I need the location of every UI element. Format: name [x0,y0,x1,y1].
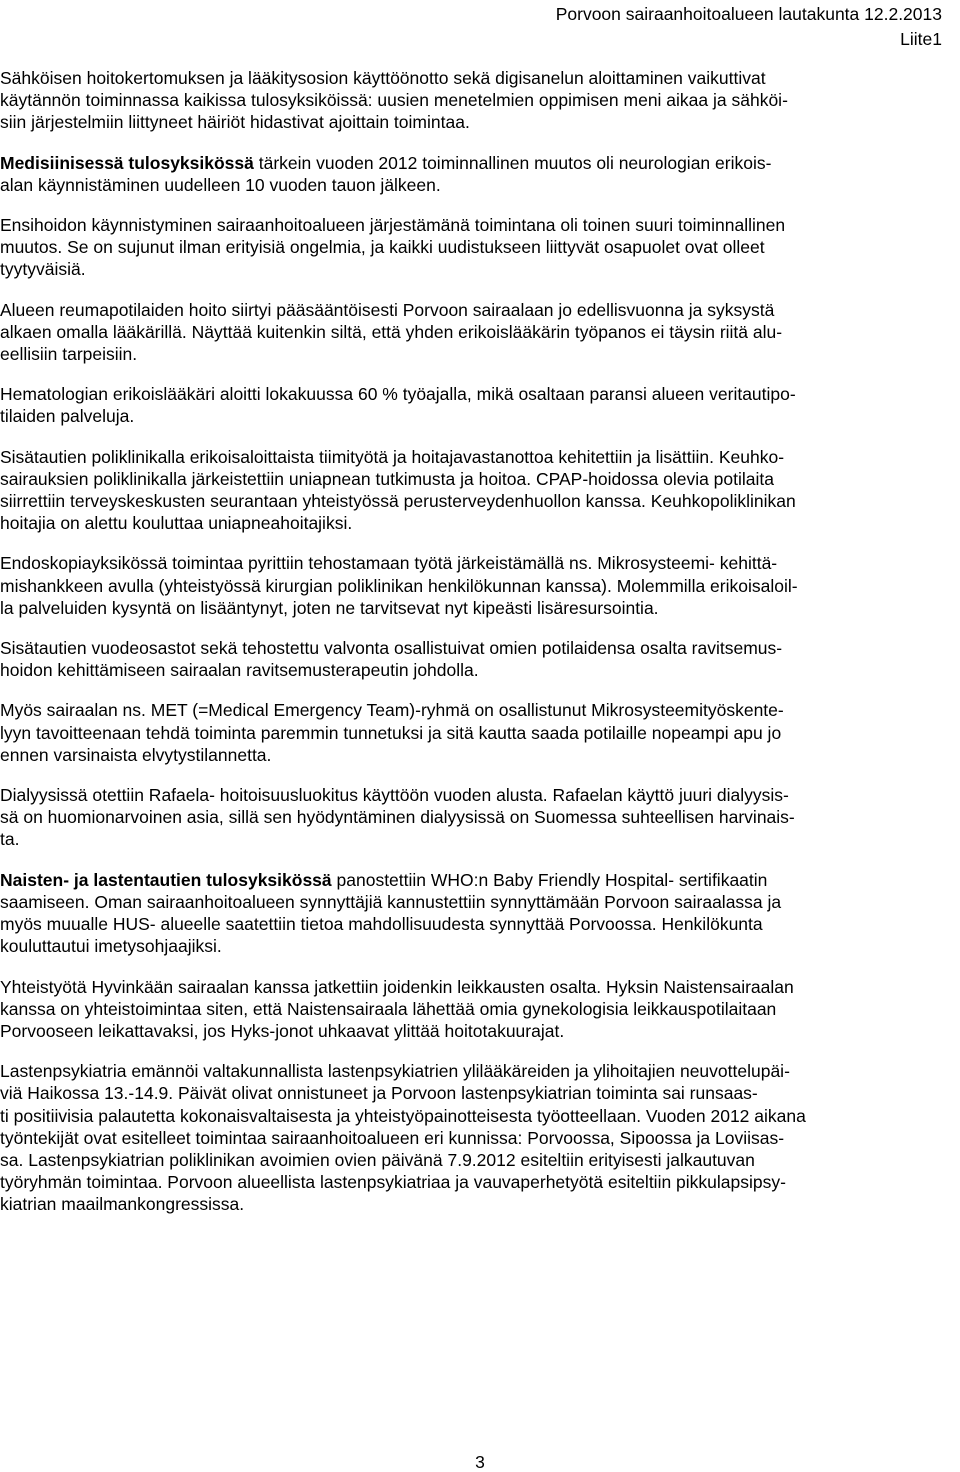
paragraph-text: Endoskopiayksikössä toimintaa pyrittiin tehostamaan työtä järkeistämällä ns. Mikrosysteemi- kehittä- mishankkeen avulla (yhteistyössä kirurgian poliklinikan henkilökunnan kanssa). Molemmilla erikoisaloil- la palveluiden kysyntä on lisääntynyt, joten ne tarvitsevat nyt kipeästi lisäresursointia. [0,553,798,618]
paragraph [0,1060,952,1215]
paragraph-text: Sisätautien vuodeosastot sekä tehostettu valvonta osallistuivat omien potilaidensa osalta ravitsemus- hoidon kehittämiseen sairaalan ravitsemusterapeutin johdolla. [0,638,783,681]
document-body [0,67,952,1234]
paragraph [0,869,952,958]
paragraph-text: Hematologian erikoislääkäri aloitti lokakuussa 60 % työajalla, mikä osaltaan paransi alueen veritautipo- tilaiden palveluja. [0,384,796,427]
paragraph-text: Sisätautien poliklinikalla erikoisaloittaista tiimityötä ja hoitajavastanottoa kehitettiin ja lisättiin. Keuhko- sairauksien poliklinikalla järkeistettiin uniapnean tutkimusta ja hoitoa. CPAP-hoidossa olevia potilaita siirrettiin terveyskeskusten seurantaan yhteistyössä perusterveydenhuollon kanssa. Keuhkopoliklinikan hoitajia on alettu kouluttaa uniapneahoitajiksi. [0,446,796,534]
header-attachment-label: Liite1 [900,29,942,49]
page-number: 3 [475,1452,485,1472]
paragraph [0,214,952,281]
paragraph-text: panostettiin WHO:n Baby Friendly Hospital- sertifikaatin saamiseen. Oman sairaanhoitoalueen synnyttäjiä kannustettiin synnyttämään Porvoon sairaalassa ja myös muualle HUS- alueelle saatettiin tietoa mahdollisuudesta synnyttää Porvoossa. Henkilökunta kouluttautui imetysohjaajiksi. [0,869,782,957]
paragraph [0,976,952,1043]
paragraph-lead: Naisten- ja lastentautien tulosyksikössä [0,869,332,890]
paragraph-text: Yhteistyötä Hyvinkään sairaalan kanssa jatkettiin joidenkin leikkausten osalta. Hyksin Naistensairaalan kanssa on yhteistoimintaa siten, että Naistensairaala lähettää omia gynekologisia leikkauspotilaitaan Porvooseen leikattavaksi, jos Hyks-jonot uhkaavat ylittää hoitotakuurajat. [0,976,794,1041]
paragraph [0,552,952,619]
header-meeting-line: Porvoon sairaanhoitoalueen lautakunta 12.2.2013 [555,4,942,24]
page-header [556,2,942,52]
paragraph [0,67,952,134]
paragraph [0,446,952,535]
paragraph-text: Dialyysissä otettiin Rafaela- hoitoisuusluokitus käyttöön vuoden alusta. Rafaelan käyttö juuri dialyysis- sä on huomionarvoinen asia, sillä sen hyödyntäminen dialyysissä on Suomessa suhteellisen harvinais- ta. [0,785,795,850]
paragraph-text: Sähköisen hoitokertomuksen ja lääkitysosion käyttöönotto sekä digisanelun aloittaminen vaikuttivat käytännön toiminnassa kaikissa tulosyksiköissä: uusien menetelmien oppimisen meni aikaa ja sähköi- siin järjestelmiin liittyneet häiriöt hidastivat ajoittain toimintaa. [0,68,788,133]
paragraph [0,637,952,681]
paragraph-lead: Medisiinisessä tulosyksikössä [0,152,254,173]
paragraph [0,299,952,366]
paragraph [0,699,952,766]
paragraph-text: tärkein vuoden 2012 toiminnallinen muutos oli neurologian erikois- alan käynnistäminen uudelleen 10 vuoden tauon jälkeen. [0,152,772,195]
paragraph [0,383,952,427]
paragraph-text: Ensihoidon käynnistyminen sairaanhoitoalueen järjestämänä toimintana oli toinen suuri toiminnallinen muutos. Se on sujunut ilman erityisiä ongelmia, ja kaikki uudistukseen liittyvät osapuolet ovat olleet tyytyväisiä. [0,215,786,280]
paragraph-text: Alueen reumapotilaiden hoito siirtyi pääsääntöisesti Porvoon sairaalaan jo edellisvuonna ja syksystä alkaen omalla lääkärillä. Näyttää kuitenkin siltä, että yhden erikoislääkärin työpanos ei täysin riitä alu- eellisiin tarpeisiin. [0,299,783,365]
paragraph-text: Myös sairaalan ns. MET (=Medical Emergency Team)-ryhmä on osallistunut Mikrosysteemityöskente- lyyn tavoitteenaan tehdä toiminta paremmin tunnetuksi ja sitä kautta saada potilaille nopeampi apu jo ennen varsinaista elvytystilannetta. [0,700,784,765]
paragraph-text: Lastenpsykiatria emännöi valtakunnallista lastenpsykiatrien ylilääkäreiden ja ylihoitajien neuvottelupäi- viä Haikossa 13.-14.9. Päivät olivat onnistuneet ja Porvoon lastenpsykiatrian toiminta sai runsaas- ti positiivisia palautetta kokonaisvaltaisesta ja yhteistyöpainotteisesta työotteellaan. Vuoden 2012 aikana työntekijät ovat esitelleet toimintaa sairaanhoitoalueen eri kunnissa: Porvoossa, Sipoossa ja Loviisas- sa. Lastenpsykiatrian poliklinikan avoimien ovien päivänä 7.9.2012 esiteltiin erityisesti jalkautuvan työryhmän toimintaa. Porvoon alueellista lastenpsykiatriaa ja vauvaperhetyötä esiteltiin pikkulapsipsy- kiatrian maailmankongressissa. [0,1061,806,1215]
paragraph [0,152,952,196]
paragraph [0,784,952,851]
